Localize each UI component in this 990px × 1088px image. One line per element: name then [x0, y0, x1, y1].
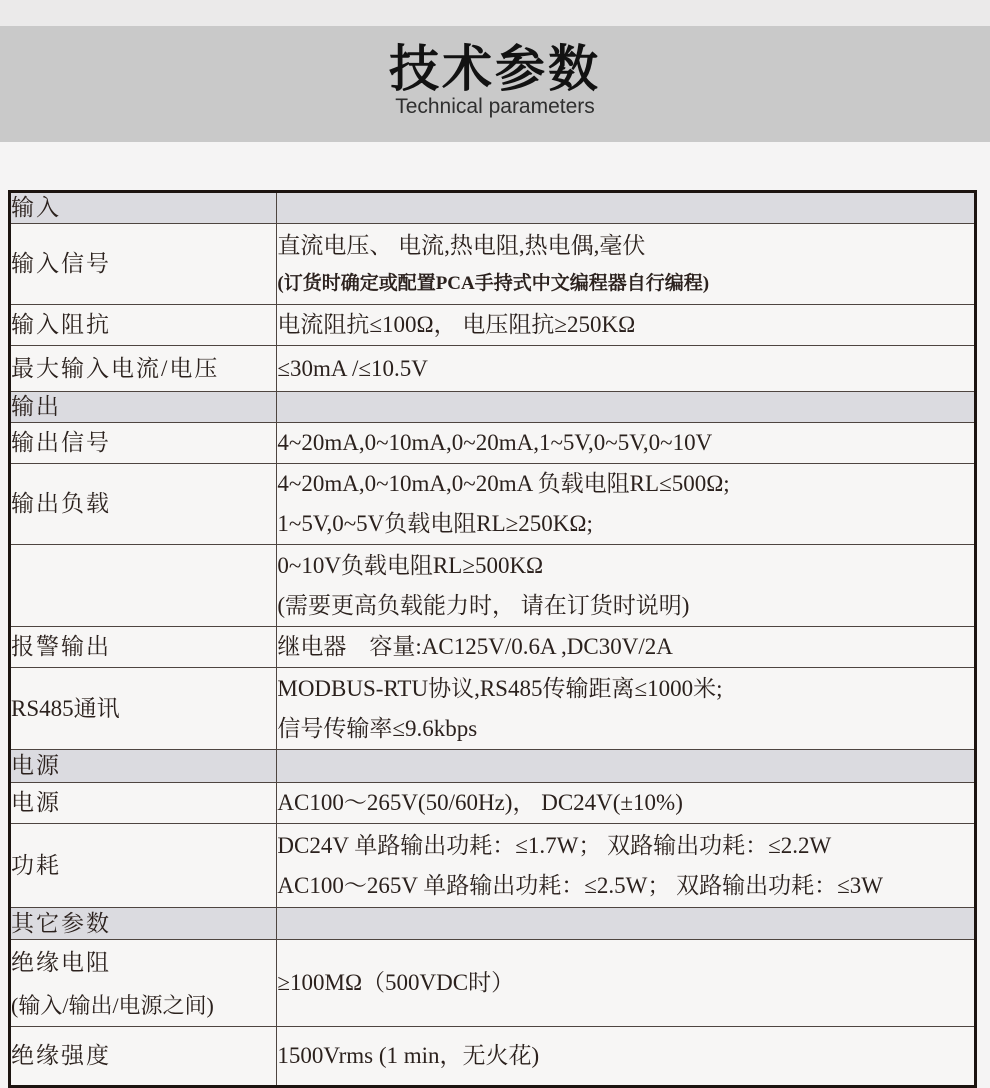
param-label: 输出负载 — [11, 491, 111, 516]
table-row — [10, 627, 976, 668]
section-label: 输出 — [11, 394, 61, 419]
param-label: 报警输出 — [11, 634, 111, 659]
section-label-cell — [10, 908, 277, 940]
param-value-line: 1~5V,0~5V负载电阻RL≥250KΩ; — [277, 511, 593, 536]
section-row-power — [10, 750, 976, 783]
param-label: 最大输入电流/电压 — [11, 355, 220, 381]
table-row — [10, 783, 976, 824]
param-value-cell — [277, 224, 976, 305]
section-row-input — [10, 192, 976, 224]
param-label: 输入信号 — [11, 251, 111, 276]
param-label-cell — [10, 627, 277, 668]
table-row — [10, 224, 976, 305]
header-banner — [0, 26, 990, 142]
section-value-cell — [277, 392, 976, 423]
param-value-cell — [277, 668, 976, 750]
param-value-cell — [277, 783, 976, 824]
param-label-cell — [10, 464, 277, 545]
section-label: 其它参数 — [11, 910, 111, 936]
top-strip — [0, 0, 990, 26]
section-value-cell — [277, 908, 976, 940]
section-label: 输入 — [11, 195, 61, 220]
param-value-cell — [277, 545, 976, 627]
section-label-cell — [10, 192, 277, 224]
section-label: 电源 — [11, 753, 61, 778]
param-label: 电源 — [11, 790, 61, 815]
param-label-cell — [10, 668, 277, 750]
section-value-cell — [277, 750, 976, 783]
param-value-line: (需要更高负载能力时， 请在订货时说明) — [277, 592, 690, 618]
param-value-note: (订货时确定或配置PCA手持式中文编程器自行编程) — [277, 273, 710, 294]
page-title: 技术参数 — [389, 41, 601, 97]
param-value-cell — [277, 305, 976, 346]
param-label: 输入阻抗 — [11, 312, 111, 337]
param-value-cell — [277, 464, 976, 545]
section-row-output — [10, 392, 976, 423]
param-value-line: ≤30mA /≤10.5V — [277, 355, 428, 381]
param-label-cell — [10, 346, 277, 392]
param-label: 功耗 — [11, 852, 61, 878]
param-value-cell — [277, 824, 976, 908]
spec-table — [8, 190, 977, 1088]
param-label-cell — [10, 940, 277, 1027]
param-label: 绝缘电阻 — [11, 950, 111, 975]
param-value-line: 4~20mA,0~10mA,0~20mA 负载电阻RL≤500Ω; — [277, 471, 730, 496]
table-row — [10, 346, 976, 392]
param-value-cell — [277, 627, 976, 668]
param-value-line: 4~20mA,0~10mA,0~20mA,1~5V,0~5V,0~10V — [277, 430, 713, 455]
param-label-cell — [10, 423, 277, 464]
param-value-line: MODBUS-RTU协议,RS485传输距离≤1000米; — [277, 675, 723, 701]
param-value-line: AC100～265V(50/60Hz)， DC24V(±10%) — [277, 790, 683, 815]
param-label-line2: (输入/输出/电源之间) — [11, 993, 214, 1018]
param-value-line: AC100～265V 单路输出功耗：≤2.5W； 双路输出功耗：≤3W — [277, 872, 883, 898]
param-label-cell — [10, 783, 277, 824]
param-value-line: 电流阻抗≤100Ω， 电压阻抗≥250KΩ — [277, 312, 636, 337]
param-label: 绝缘强度 — [11, 1043, 111, 1068]
param-value-cell — [277, 1027, 976, 1087]
param-value-cell — [277, 346, 976, 392]
param-label-cell — [10, 545, 277, 627]
section-label-cell — [10, 750, 277, 783]
table-row — [10, 464, 976, 545]
param-value-cell — [277, 940, 976, 1027]
param-value-cell — [277, 423, 976, 464]
param-value-line: 信号传输率≤9.6kbps — [277, 715, 478, 741]
param-label-cell — [10, 824, 277, 908]
table-row — [10, 1027, 976, 1087]
param-value-line: 0~10V负载电阻RL≥500KΩ — [277, 552, 544, 578]
param-label: RS485通讯 — [11, 695, 120, 721]
page-subtitle: Technical parameters — [395, 95, 595, 118]
param-label: 输出信号 — [11, 430, 111, 455]
section-row-other — [10, 908, 976, 940]
table-row — [10, 305, 976, 346]
table-row — [10, 545, 976, 627]
param-value-line: 继电器 容量:AC125V/0.6A ,DC30V/2A — [277, 634, 673, 659]
param-label-cell — [10, 305, 277, 346]
param-label-cell — [10, 1027, 277, 1087]
table-row — [10, 940, 976, 1027]
section-value-cell — [277, 192, 976, 224]
param-value-line: 1500Vrms (1 min，无火花) — [277, 1043, 540, 1068]
table-row — [10, 824, 976, 908]
param-label-cell — [10, 224, 277, 305]
table-row — [10, 423, 976, 464]
param-value-line: ≥100MΩ（500VDC时） — [277, 970, 515, 995]
param-value-line: DC24V 单路输出功耗：≤1.7W； 双路输出功耗：≤2.2W — [277, 832, 832, 858]
section-label-cell — [10, 392, 277, 423]
param-value-line: 直流电压、 电流,热电阻,热电偶,毫伏 — [277, 233, 646, 258]
table-row — [10, 668, 976, 750]
